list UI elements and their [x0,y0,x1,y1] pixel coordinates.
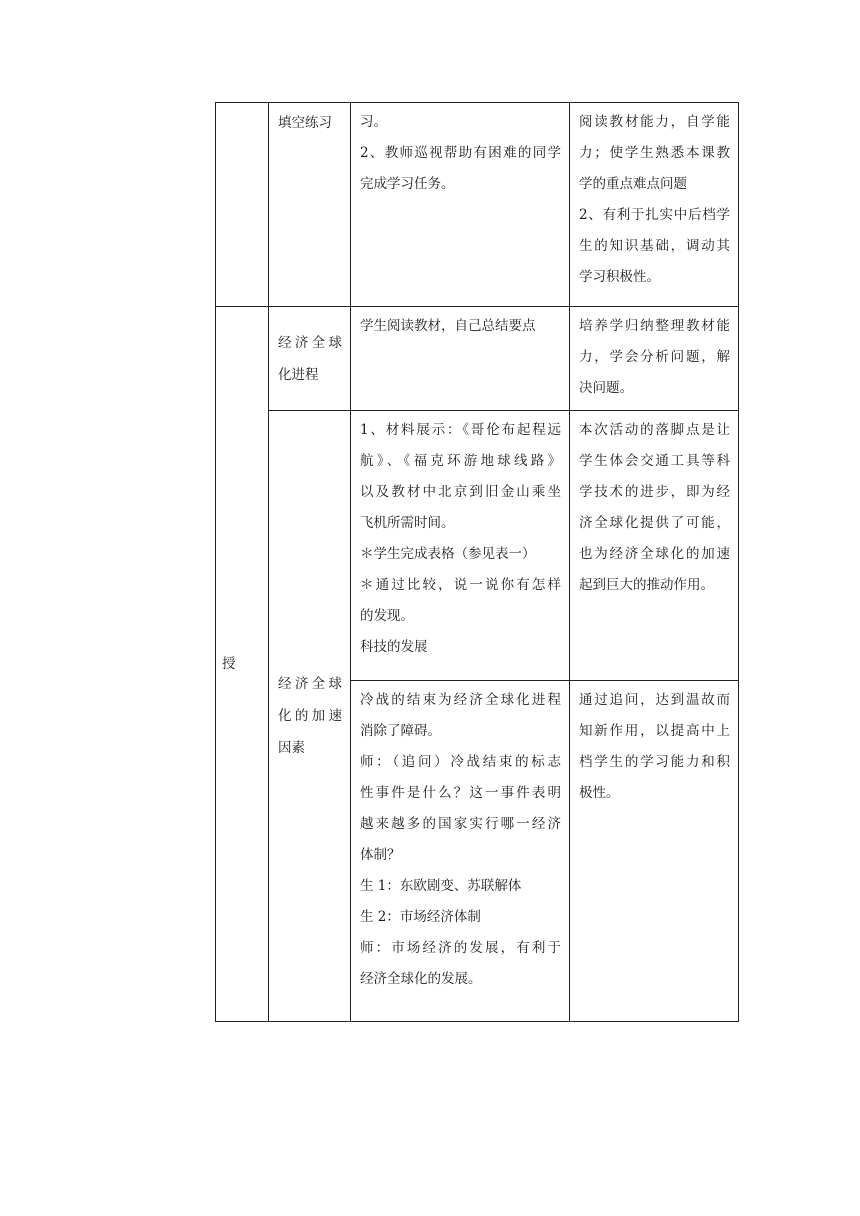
text-line: 培养学归纳整理教材能 [579,318,730,334]
teaching-activity-cell [351,681,570,1022]
text-line: 力，学会分析问题，解 [579,349,730,365]
text-line: 2、有利于扎实中后档学 [579,207,730,223]
text-line: 知新作用，以提高中上 [579,723,730,739]
topic-cell [269,307,351,411]
text-line: 通过追问，达到温故而 [579,692,730,708]
text-line: 的发现。 [360,608,414,624]
text-line: 1、材料展示：《哥伦布起程远 [360,422,561,438]
design-intent-cell [570,411,739,681]
design-intent-cell [570,307,739,411]
text-line: 航》、《福克环游地球线路》 [360,453,561,469]
text-line: ＊学生完成表格（参见表一） [360,546,536,562]
topic-label-line: 因素 [278,740,305,756]
text-line: 2、教师巡视帮助有困难的同学 [360,145,561,161]
text-line: 起到巨大的推动作用。 [579,577,714,593]
text-line: 习。 [360,114,387,130]
teaching-activity-cell [351,411,570,681]
stage-cell-empty [216,103,269,307]
table-row [216,103,739,307]
text-line: 生的知识基础，调动其 [579,238,730,254]
stage-label: 授 [222,655,236,672]
teaching-activity-cell [351,307,570,411]
text-line: 学生体会交通工具等科 [579,453,730,469]
text-line: 完成学习任务。 [360,176,455,192]
text-line: 学习积极性。 [579,269,660,285]
text-line: 师：（追问）冷战结束的标志 [360,754,561,770]
design-intent-cell [570,103,739,307]
topic-label-line: 化的加速 [278,708,342,724]
teaching-activity-cell [351,103,570,307]
table-row [216,411,739,681]
text-line: 学技术的进步，即为经 [579,484,730,500]
text-line: 师：市场经济的发展，有利于 [360,940,561,956]
text-line: 飞机所需时间。 [360,515,455,531]
text-line: 本次活动的落脚点是让 [579,422,730,438]
text-line: ＊通过比较，说一说你有怎样 [360,577,561,593]
text-line: 生 2：市场经济体制 [360,909,481,925]
topic-label-line: 经济全球 [278,676,342,692]
text-line: 力；使学生熟悉本课教 [579,145,730,161]
topic-label-line: 经济全球 [278,334,342,351]
text-line: 阅读教材能力，自学能 [579,114,730,130]
text-line: 也为经济全球化的加速 [579,546,730,562]
lesson-plan-table [215,102,739,1022]
text-line: 济全球化提供了可能， [579,515,730,531]
text-line: 消除了障碍。 [360,723,441,739]
text-line: 极性。 [579,785,620,801]
text-line: 越来越多的国家实行哪一经济 [360,816,561,832]
table-row [216,307,739,411]
text-line: 决问题。 [579,380,633,396]
text-line: 性事件是什么？这一事件表明 [360,785,561,801]
text-line: 科技的发展 [360,639,428,655]
text-line: 档学生的学习能力和积 [579,754,730,770]
text-line: 体制？ [360,847,401,863]
stage-cell [216,307,269,1022]
text-line: 经济全球化的发展。 [360,971,482,987]
text-line: 冷战的结束为经济全球化进程 [360,692,561,708]
topic-cell [269,103,351,307]
topic-label: 填空练习 [278,115,332,131]
text-line: 学的重点难点问题 [579,176,687,192]
topic-cell [269,411,351,1022]
topic-label-line: 化进程 [278,366,319,383]
design-intent-cell [570,681,739,1022]
text-line: 以及教材中北京到旧金山乘坐 [360,484,561,500]
text-line: 学生阅读教材，自己总结要点 [360,318,536,334]
text-line: 生 1：东欧剧变、苏联解体 [360,878,522,894]
